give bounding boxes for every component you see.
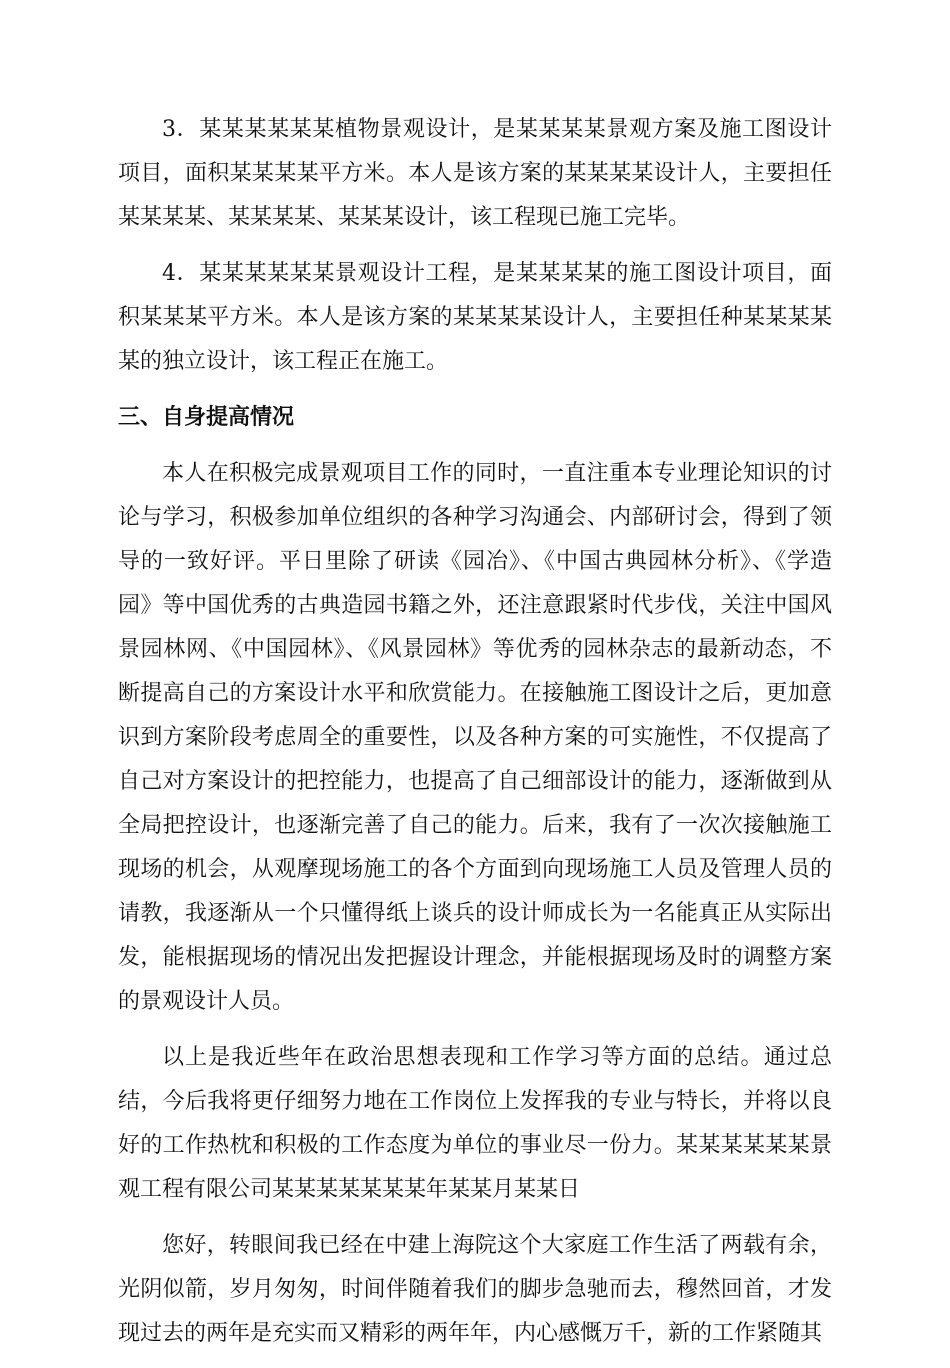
- paragraph-summary: 以上是我近些年在政治思想表现和工作学习等方面的总结。通过总结，今后我将更仔细努力地在工作岗位上发挥我的专业与特长，并将以良好的工作热枕和积极的工作态度为单位的事业尽一份力。某某某某某某景观工程有限公司某某某某某某某年某某月某某日: [118, 1045, 832, 1202]
- paragraph-item-3: 3．某某某某某某植物景观设计，是某某某某景观方案及施工图设计项目，面积某某某某平方米。本人是该方案的某某某某设计人，主要担任某某某某、某某某某、某某某设计，该工程现已施工完毕。: [118, 117, 832, 230]
- document-page: [118, 108, 832, 1368]
- paragraph-greeting: 您好，转眼间我已经在中建上海院这个大家庭工作生活了两载有余，光阴似箭，岁月匆匆，时间伴随着我们的脚步急驰而去，穆然回首，才发现过去的两年是充实而又精彩的两年年，内心感慨万千，新的工作紧随其: [118, 1233, 832, 1346]
- paragraph-item-4: 4．某某某某某某景观设计工程，是某某某某的施工图设计项目，面积某某某平方米。本人是该方案的某某某某设计人，主要担任种某某某某某的独立设计，该工程正在施工。: [118, 261, 832, 374]
- section-heading: 三、自身提高情况: [118, 405, 295, 430]
- paragraph-self-improvement: 本人在积极完成景观项目工作的同时，一直注重本专业理论知识的讨论与学习，积极参加单位组织的各种学习沟通会、内部研讨会，得到了领导的一致好评。平日里除了研读《园冶》、《中国古典园林分析》、《学造园》等中国优秀的古典造园书籍之外，还注意跟紧时代步伐，关注中国风景园林网、《中国园林》、《风景园林》等优秀的园林杂志的最新动态，不断提高自己的方案设计水平和欣赏能力。在接触施工图设计之后，更加意识到方案阶段考虑周全的重要性，以及各种方案的可实施性，不仅提高了自己对方案设计的把控能力，也提高了自己细部设计的能力，逐渐做到从全局把控设计，也逐渐完善了自己的能力。后来，我有了一次次接触施工现场的机会，从观摩现场施工的各个方面到向现场施工人员及管理人员的请教，我逐渐从一个只懂得纸上谈兵的设计师成长为一名能真正从实际出发，能根据现场的情况出发把握设计理念，并能根据现场及时的调整方案的景观设计人员。: [118, 461, 832, 1014]
